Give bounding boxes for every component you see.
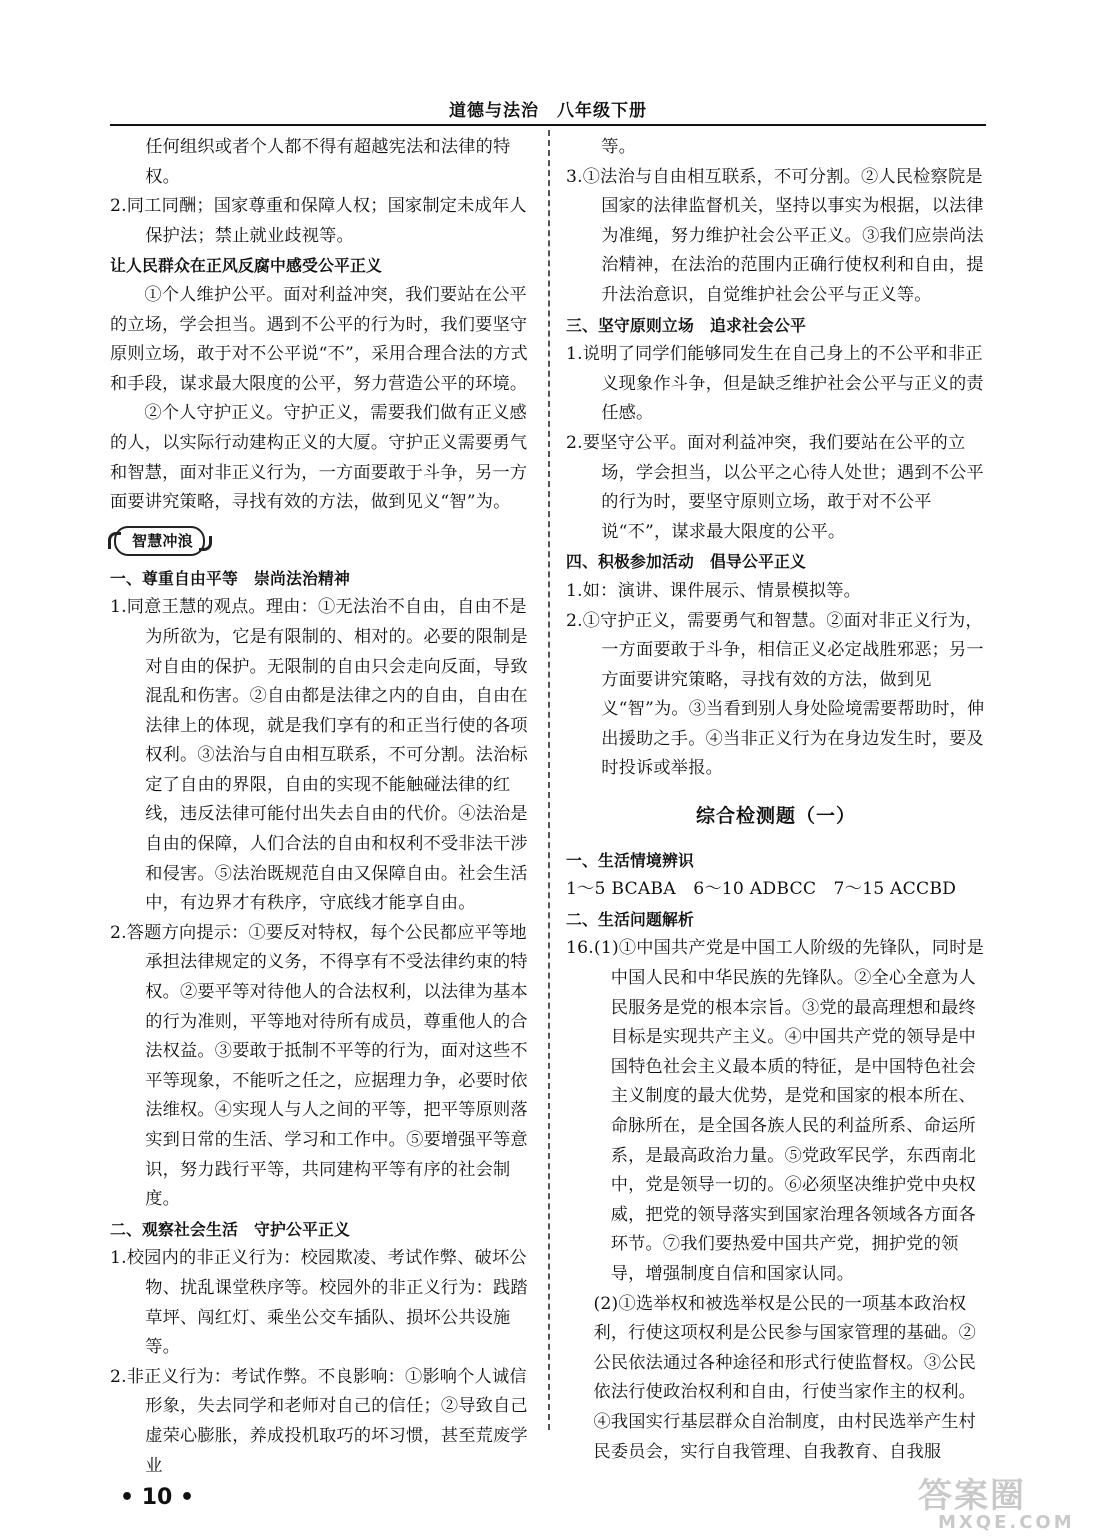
answer-text: 等。 (601, 137, 637, 157)
choice-answers: 1～5 BCABA 6～10 ADBCC 7～15 ACCBD (566, 879, 957, 900)
answer-item: 3.①法治与自由相互联系，不可分割。②人民检察院是国家的法律监督机关，坚持以事实为根据，以法律为准绳，努力维护社会公平正义。③我们应崇尚法治精神，在法治的范围内正确行使权利和自由，提升法治意识，自觉维护社会公平与正义等。 (566, 166, 984, 305)
subheading: 让人民群众在正风反腐中感受公平正义 (110, 256, 382, 276)
left-column (110, 133, 530, 1481)
answer-item: 2.非正义行为：考试作弊。不良影响：①影响个人诚信形象，失去同学和老师对自己的信任；②导致自己虚荣心膨胀，养成投机取巧的坏习惯，甚至荒废学业 (110, 1366, 528, 1476)
watermark-url: MXQE.COM (938, 1512, 1075, 1533)
page-number: • 10 • (120, 1485, 195, 1510)
watermark-logo (918, 1478, 1084, 1534)
page-header (110, 96, 986, 126)
answer-item: 1.校园内的非正义行为：校园欺凌、考试作弊、破坏公物、扰乱课堂秩序等。校园外的非正义行为：践踏草坪、闯红灯、乘坐公交车插队、损坏公共设施等。 (110, 1248, 528, 1358)
right-column (566, 133, 986, 1467)
answer-paragraph: (2)①选举权和被选举权是公民的一项基本政治权利，行使这项权利是公民参与国家管理的基础。②公民依法通过各种途径和形式行使监督权。③公民依法行使政治权利和自由，行使当家作主的权利。④我国实行基层群众自治制度，由村民选举产生村民委员会，实行自我管理、自我教育、自我服 (593, 1293, 977, 1462)
watermark-text: 答案圈 (918, 1476, 1026, 1516)
answer-item: 2.同工同酬；国家尊重和保障人权；国家制定未成年人保护法；禁止就业歧视等。 (110, 196, 527, 246)
answer-item: 2.要坚守公平。面对利益冲突，我们要站在公平的立场，学会担当，以公平之心待人处世；遇到不公平的行为时，要坚守原则立场，敢于对不公平说“不”，谋求最大限度的公平。 (566, 432, 984, 542)
answer-item: 2.答题方向提示：①要反对特权，每个公民都应平等地承担法律规定的义务，不得享有不受法律约束的特权。②要平等对待他人的合法权利，以法律为基本的行为准则，平等地对待所有成员，尊重他人的合法权益。③要敢于抵制不平等的行为，面对这些不平等现象，不能听之任之，应据理力争，必要时依法维权。④实现人与人之间的平等，把平等原则落实到日常的生活、学习和工作中。⑤要增强平等意识，努力践行平等，共同建构平等有序的社会制度。 (110, 922, 528, 1210)
test-title: 综合检测题（一） (695, 805, 856, 828)
answer-item: 1.同意王慧的观点。理由：①无法治不自由，自由不是为所欲为，它是有限制的、相对的。必要的限制是对自由的保护。无限制的自由只会走向反面，导致混乱和伤害。②自由都是法律之内的自由，自由在法律上的体现，就是我们享有的和正当行使的各项权利。③法治与自由相互联系，不可分割。法治标定了自由的界限，自由的实现不能触碰法律的红线，违反法律可能付出失去自由的代价。④法治是自由的保障，人们合法的自由和权利不受非法干涉和侵害。⑤法治既规范自由又保障自由。社会生活中，有边界才有秩序，守底线才能享自由。 (110, 597, 528, 914)
answer-item: 16.(1)①中国共产党是中国工人阶级的先锋队，同时是中国人民和中华民族的先锋队。②全心全意为人民服务是党的根本宗旨。③党的最高理想和最终目标是实现共产主义。④中国共产党的领导是中国特色社会主义最本质的特征，是中国特色社会主义制度的最大优势，是党和国家的根本所在、命脉所在，是全国各族人民的利益所系、命运所系，是最高政治力量。⑤党政军民学，东西南北中，党是领导一切的。⑥必须坚决维护党中央权威，把党的领导落实到国家治理各领域各方面各环节。⑦我们要热爱中国共产党，拥护党的领导，增强制度自信和国家认同。 (566, 938, 985, 1284)
answer-item: 1.说明了同学们能够同发生在自己身上的不公平和非正义现象作斗争，但是缺乏维护社会公平与正义的责任感。 (566, 344, 984, 424)
answer-paragraph: ①个人维护公平。面对利益冲突，我们要站在公平的立场，学会担当。遇到不公平的行为时，我们要坚守原则立场，敢于对不公平说“不”，采用合理合法的方式和手段，谋求最大限度的公平，努力营造公平的环境。 (110, 284, 528, 394)
section-heading: 二、生活问题解析 (566, 909, 694, 929)
section-heading: 四、积极参加活动 倡导公平正义 (566, 552, 806, 572)
answer-item: 2.①守护正义，需要勇气和智慧。②面对非正义行为，一方面要敢于斗争，相信正义必定战胜邪恶；另一方面要讲究策略，寻找有效的方法，做到见义“智”为。③当看到别人身处险境需要帮助时，伸出援助之手。④当非正义行为在身边发生时，要及时投诉或举报。 (566, 610, 985, 779)
column-divider (548, 130, 550, 1430)
answer-text: 任何组织或者个人都不得有超越宪法和法律的特权。 (145, 137, 511, 187)
wisdom-surf-badge: 智慧冲浪 (114, 526, 205, 556)
book-title: 道德与法治 八年级下册 (449, 101, 647, 121)
section-heading: 二、观察社会生活 守护公平正义 (110, 1219, 350, 1239)
answer-paragraph: ②个人守护正义。守护正义，需要我们做有正义感的人，以实际行动建构正义的大厦。守护正义需要勇气和智慧，面对非正义行为，一方面要敢于斗争，另一方面要讲究策略，寻找有效的方法，做到见义“智”为。 (110, 403, 528, 513)
section-heading: 三、坚守原则立场 追求社会公平 (566, 315, 806, 335)
section-heading: 一、生活情境辨识 (566, 850, 694, 870)
section-heading: 一、尊重自由平等 崇尚法治精神 (110, 568, 350, 588)
answer-item: 1.如：演讲、课件展示、情景模拟等。 (566, 580, 862, 601)
